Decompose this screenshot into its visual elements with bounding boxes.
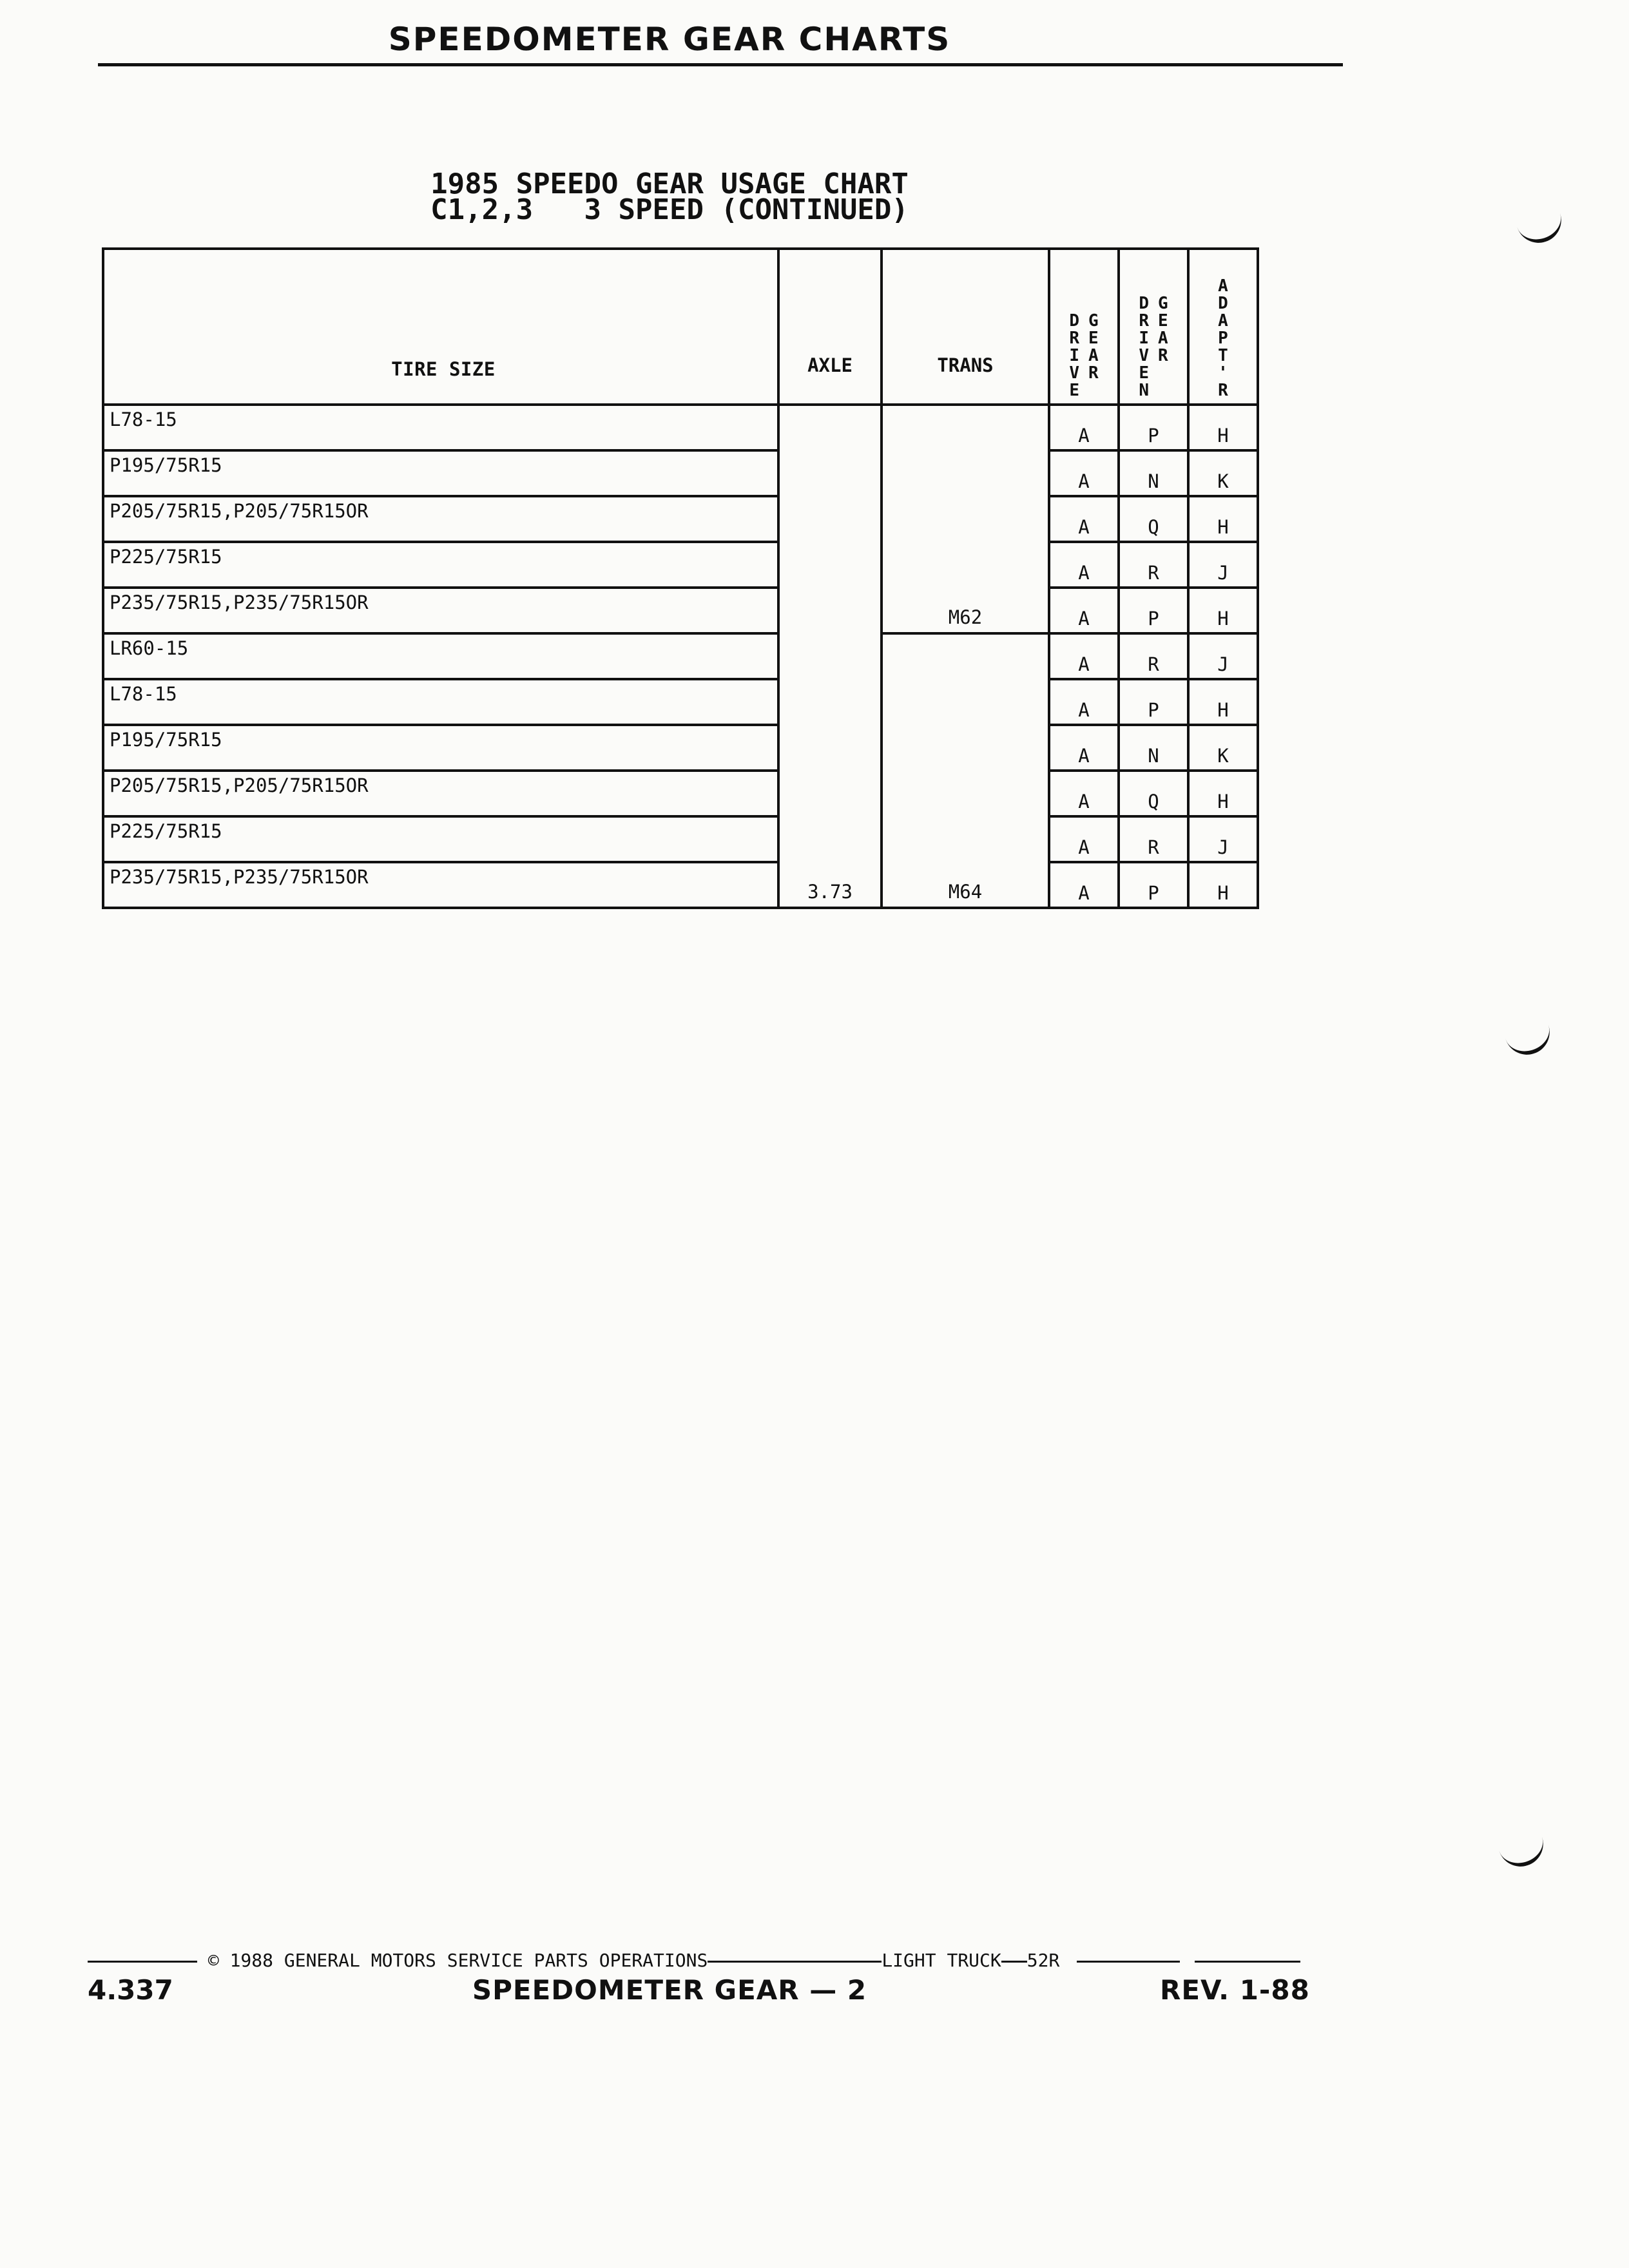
binder-hole-mark [1517,213,1567,249]
driven-gear-cell: R [1119,816,1188,862]
table-row [103,771,1258,816]
header-adapter [1188,249,1258,405]
drive-gear-cell: A [1049,771,1119,816]
header-driven-gear [1119,249,1188,405]
table-row [103,405,1258,450]
driven-gear-cell: P [1119,862,1188,908]
table-header-row [103,249,1258,405]
driven-gear-cell: N [1119,725,1188,771]
tire-size-cell: P225/75R15 [103,542,778,588]
table-row [103,450,1258,496]
header-trans: TRANS [882,249,1049,405]
table-row [103,725,1258,771]
adapter-cell: J [1188,816,1258,862]
footer-copyright: © 1988 GENERAL MOTORS SERVICE PARTS OPERATIONS [207,1950,708,1971]
page-header-title: SPEEDOMETER GEAR CHARTS [388,21,951,58]
tire-size-cell: L78-15 [103,405,778,450]
trans-cell-m64: M64 [882,633,1049,908]
footer-copyright-line [88,1950,1338,1971]
adapter-cell: J [1188,542,1258,588]
driven-gear-cell: N [1119,450,1188,496]
chart-title-line1: 1985 SPEEDO GEAR USAGE CHART [430,168,909,200]
tire-size-cell: L78-15 [103,679,778,725]
tire-size-cell: P205/75R15,P205/75R15OR [103,771,778,816]
tire-size-cell: P195/75R15 [103,450,778,496]
binder-hole-mark [1499,1836,1549,1872]
table-row [103,496,1258,542]
driven-gear-cell: R [1119,633,1188,679]
table-row [103,588,1258,633]
footer-section: SPEEDOMETER GEAR — 2 [472,1974,867,2006]
drive-gear-cell: A [1049,679,1119,725]
drive-gear-cell: A [1049,496,1119,542]
table-row [103,679,1258,725]
driven-gear-cell: Q [1119,496,1188,542]
binder-hole-mark [1505,1024,1556,1061]
table-row [103,633,1258,679]
adapter-cell: H [1188,405,1258,450]
table-row [103,816,1258,862]
table-row [103,542,1258,588]
drive-gear-cell: A [1049,862,1119,908]
vertical-label: G E A R [1088,311,1099,383]
driven-gear-cell: P [1119,405,1188,450]
adapter-cell: H [1188,588,1258,633]
driven-gear-cell: P [1119,588,1188,633]
adapter-cell: H [1188,771,1258,816]
adapter-cell: K [1188,450,1258,496]
tire-size-cell: P235/75R15,P235/75R15OR [103,588,778,633]
drive-gear-cell: A [1049,725,1119,771]
drive-gear-cell: A [1049,405,1119,450]
tire-size-cell: LR60-15 [103,633,778,679]
drive-gear-cell: A [1049,588,1119,633]
adapter-cell: H [1188,679,1258,725]
drive-gear-cell: A [1049,542,1119,588]
vertical-label: D R I V E [1069,311,1079,400]
footer-revision: REV. 1-88 [1160,1974,1310,2006]
header-tire-size: TIRE SIZE [103,249,778,405]
tire-size-cell: P195/75R15 [103,725,778,771]
tire-size-cell: P225/75R15 [103,816,778,862]
speedo-gear-table [102,247,1259,909]
vertical-label: G E A R [1158,294,1168,365]
driven-gear-cell: Q [1119,771,1188,816]
drive-gear-cell: A [1049,450,1119,496]
header-rule [98,63,1343,66]
footer-code: 52R [1027,1950,1060,1971]
tire-size-cell: P205/75R15,P205/75R15OR [103,496,778,542]
trans-cell-m62: M62 [882,405,1049,633]
header-drive-gear [1049,249,1119,405]
page-number: 4.337 [88,1974,173,2006]
header-axle: AXLE [778,249,882,405]
vertical-label: D R I V E N [1139,294,1149,400]
table-row [103,862,1258,908]
driven-gear-cell: R [1119,542,1188,588]
drive-gear-cell: A [1049,633,1119,679]
adapter-cell: J [1188,633,1258,679]
axle-cell: 3.73 [778,405,882,908]
adapter-cell: H [1188,496,1258,542]
footer-light-truck: LIGHT TRUCK [882,1950,1001,1971]
vertical-label: A D A P T ' R [1218,276,1228,400]
drive-gear-cell: A [1049,816,1119,862]
chart-title-line2: C1,2,3 3 SPEED (CONTINUED) [430,193,909,226]
tire-size-cell: P235/75R15,P235/75R15OR [103,862,778,908]
driven-gear-cell: P [1119,679,1188,725]
adapter-cell: H [1188,862,1258,908]
adapter-cell: K [1188,725,1258,771]
